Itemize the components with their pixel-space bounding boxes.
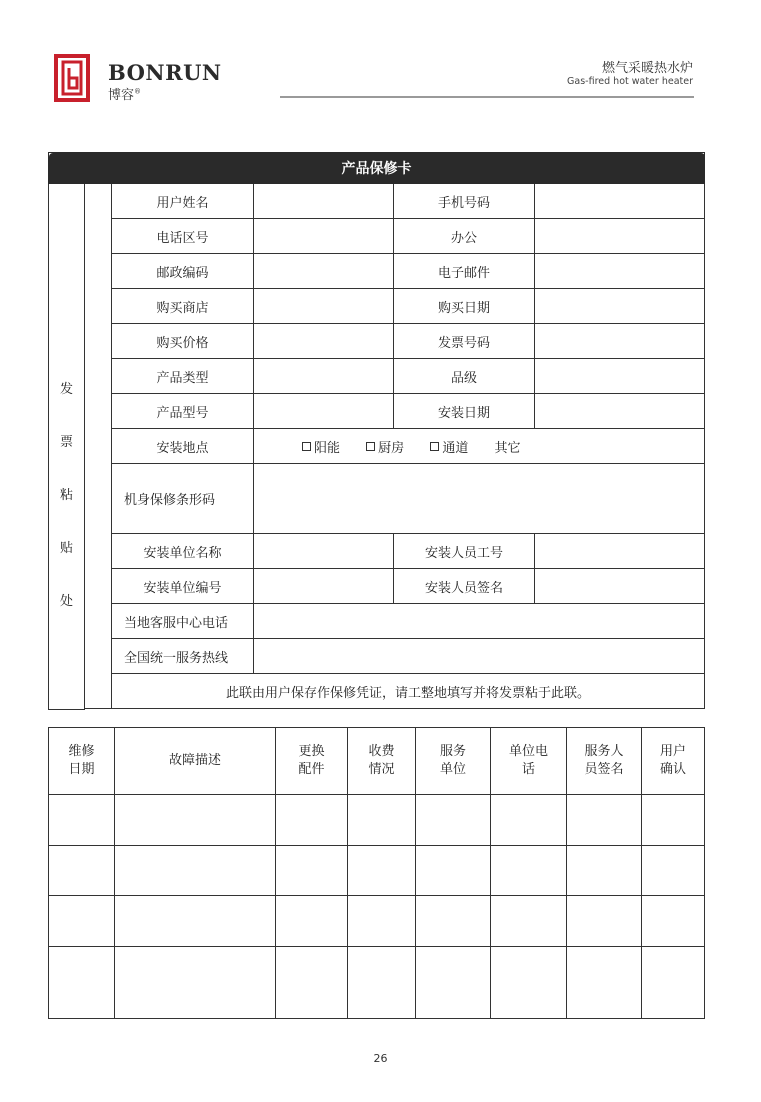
field-barcode[interactable]: [254, 464, 705, 534]
field-mobile[interactable]: [535, 184, 705, 219]
field-office[interactable]: [535, 219, 705, 254]
field-invoice-no[interactable]: [535, 324, 705, 359]
card-title: 产品保修卡: [49, 153, 705, 184]
checkbox-icon[interactable]: [366, 442, 375, 451]
invoice-char: 处: [59, 593, 73, 609]
label-purchase-date: 购买日期: [394, 289, 535, 324]
card-note: 此联由用户保存作保修凭证，请工整地填写并将发票粘于此联。: [112, 674, 705, 709]
field-product-type[interactable]: [254, 359, 394, 394]
field-install-date[interactable]: [535, 394, 705, 429]
invoice-char: 票: [59, 434, 73, 450]
invoice-paste-area: [49, 184, 85, 710]
brand-name-cn: 博容®: [108, 87, 142, 103]
label-postal-code: 邮政编码: [112, 254, 254, 289]
checkbox-icon[interactable]: [430, 442, 439, 451]
field-user-name[interactable]: [254, 184, 394, 219]
field-install-unit-name[interactable]: [254, 534, 394, 569]
table-row: [49, 896, 705, 947]
field-email[interactable]: [535, 254, 705, 289]
table-row: [49, 846, 705, 896]
field-grade[interactable]: [535, 359, 705, 394]
repair-record-table: [48, 727, 705, 1019]
header-replaced-parts: 更换 配件: [276, 728, 348, 795]
bonrun-logo-icon: [50, 52, 94, 104]
label-barcode: 机身保修条形码: [112, 464, 254, 534]
label-office: 办公: [394, 219, 535, 254]
field-area-code[interactable]: [254, 219, 394, 254]
option-other[interactable]: 其它: [494, 440, 521, 456]
invoice-char: 贴: [59, 540, 73, 556]
label-price: 购买价格: [112, 324, 254, 359]
page-number: 26: [373, 1052, 388, 1065]
field-install-unit-code[interactable]: [254, 569, 394, 604]
option-balcony[interactable]: 阳能: [302, 437, 340, 456]
filler: [85, 709, 705, 710]
label-email: 电子邮件: [394, 254, 535, 289]
label-install-date: 安装日期: [394, 394, 535, 429]
label-installer-id: 安装人员工号: [394, 534, 535, 569]
product-title-en: Gas-fired hot water heater: [567, 76, 693, 87]
field-national-hotline[interactable]: [254, 639, 705, 674]
field-price[interactable]: [254, 324, 394, 359]
header-repair-date: 维修 日期: [49, 728, 115, 795]
label-installer-sign: 安装人员签名: [394, 569, 535, 604]
header-charges: 收费 情况: [348, 728, 416, 795]
label-store: 购买商店: [112, 289, 254, 324]
field-local-service-phone[interactable]: [254, 604, 705, 639]
install-location-options: [254, 429, 705, 464]
header-divider: [280, 96, 694, 98]
label-user-name: 用户姓名: [112, 184, 254, 219]
label-product-type: 产品类型: [112, 359, 254, 394]
invoice-char: 发: [59, 381, 73, 397]
header-unit-phone: 单位电 话: [491, 728, 567, 795]
label-install-unit-name: 安装单位名称: [112, 534, 254, 569]
table-row: [49, 795, 705, 846]
field-model[interactable]: [254, 394, 394, 429]
header-fault-description: 故障描述: [115, 728, 276, 795]
field-installer-sign[interactable]: [535, 569, 705, 604]
invoice-char: 粘: [59, 487, 73, 503]
warranty-card: [48, 152, 705, 710]
header-technician-sign: 服务人 员签名: [567, 728, 642, 795]
brand-name: BONRUN: [108, 60, 222, 85]
field-postal-code[interactable]: [254, 254, 394, 289]
header-user-confirm: 用户 确认: [642, 728, 705, 795]
option-corridor[interactable]: 通道: [430, 437, 468, 456]
label-mobile: 手机号码: [394, 184, 535, 219]
repair-header-row: [49, 728, 705, 795]
header-service-unit: 服务 单位: [416, 728, 491, 795]
field-store[interactable]: [254, 289, 394, 324]
label-local-service-phone: 当地客服中心电话: [112, 604, 254, 639]
label-national-hotline: 全国统一服务热线: [112, 639, 254, 674]
label-area-code: 电话区号: [112, 219, 254, 254]
label-install-location: 安装地点: [112, 429, 254, 464]
checkbox-icon[interactable]: [302, 442, 311, 451]
option-kitchen[interactable]: 厨房: [366, 437, 404, 456]
label-install-unit-code: 安装单位编号: [112, 569, 254, 604]
field-purchase-date[interactable]: [535, 289, 705, 324]
spacer-column: [85, 184, 112, 709]
label-model: 产品型号: [112, 394, 254, 429]
label-grade: 品级: [394, 359, 535, 394]
label-invoice-no: 发票号码: [394, 324, 535, 359]
field-installer-id[interactable]: [535, 534, 705, 569]
product-title-cn: 燃气采暖热水炉: [601, 61, 693, 76]
table-row: [49, 947, 705, 1019]
